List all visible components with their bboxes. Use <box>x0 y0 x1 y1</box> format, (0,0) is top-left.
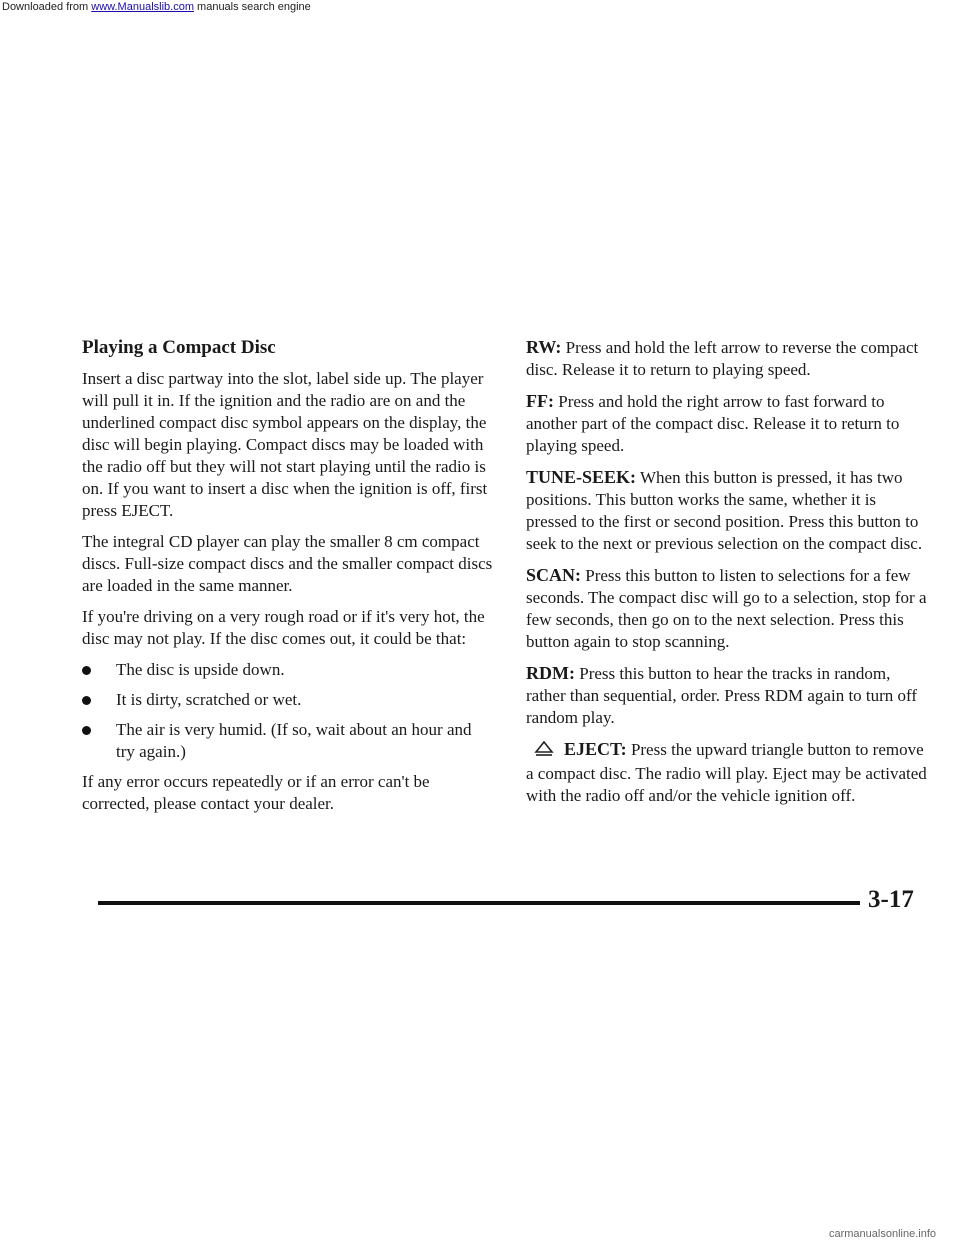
manualslib-link[interactable]: www.Manualslib.com <box>91 1 194 13</box>
bullet-icon <box>82 726 91 735</box>
footer-watermark: carmanualsonline.info <box>828 1228 936 1240</box>
download-header <box>0 0 960 14</box>
bullet-icon <box>82 696 91 705</box>
header-prefix: Downloaded from <box>2 1 92 13</box>
term-rdm: RDM: <box>526 663 575 683</box>
term-scan: SCAN: <box>526 565 582 585</box>
bullet-icon <box>82 666 91 675</box>
footer-rule <box>98 901 860 905</box>
item-eject: EJECT: Press the upward triangle button to remove a compact disc. The radio will play. Eject may be activated with the radio off and/or the vehicle ignition off. <box>526 739 927 805</box>
header-suffix: manuals search engine <box>193 1 311 13</box>
right-column <box>526 336 928 816</box>
term-rw: RW: <box>526 337 562 357</box>
paragraph-contact-dealer: If any error occurs repeatedly or if an error can't be corrected, please contact your dealer. <box>82 772 430 813</box>
paragraph-rough-road: If you're driving on a very rough road or if it's very hot, the disc may not play. If the disc comes out, it could be that: <box>82 607 485 648</box>
item-ff: FF: Press and hold the right arrow to fast forward to another part of the compact disc. Release it to return to playing speed. <box>526 391 900 455</box>
paragraph-8cm-discs: The integral CD player can play the smaller 8 cm compact discs. Full-size compact discs and the smaller compact discs are loaded in the same manner. <box>82 532 493 595</box>
list-item: The air is very humid. (If so, wait about an hour and try again.) <box>82 719 494 763</box>
term-tune-seek: TUNE-SEEK: <box>526 467 637 487</box>
left-column <box>82 336 494 824</box>
item-scan: SCAN: Press this button to listen to selections for a few seconds. The compact disc will go to a selection, stop for a few seconds, then go on to the next selection. Press this button again to stop scanning. <box>526 565 927 651</box>
list-item: It is dirty, scratched or wet. <box>82 689 494 711</box>
bullet-list <box>82 659 494 763</box>
item-rw: RW: Press and hold the left arrow to reverse the compact disc. Release it to return to playing speed. <box>526 337 919 379</box>
item-tune-seek: TUNE-SEEK: When this button is pressed, it has two positions. This button works the same, whether it is pressed to the first or second position. Press this button to seek to the next or previous selection on the compact disc. <box>526 467 923 553</box>
item-rdm: RDM: Press this button to hear the tracks in random, rather than sequential, order. Press RDM again to turn off random play. <box>526 663 918 727</box>
term-eject: EJECT: <box>564 739 627 759</box>
term-ff: FF: <box>526 391 554 411</box>
eject-icon <box>534 741 554 763</box>
paragraph-insert-disc: Insert a disc partway into the slot, label side up. The player will pull it in. If the ignition and the radio are on and the underlined compact disc symbol appears on the display, the disc will begin playing. Compact discs may be loaded with the radio off but they will not start playing until the radio is on. If you want to insert a disc when the ignition is off, first press EJECT. <box>82 369 488 520</box>
list-item: The disc is upside down. <box>82 659 494 681</box>
page-number: 3-17 <box>868 886 914 913</box>
section-heading: Playing a Compact Disc <box>82 337 276 358</box>
